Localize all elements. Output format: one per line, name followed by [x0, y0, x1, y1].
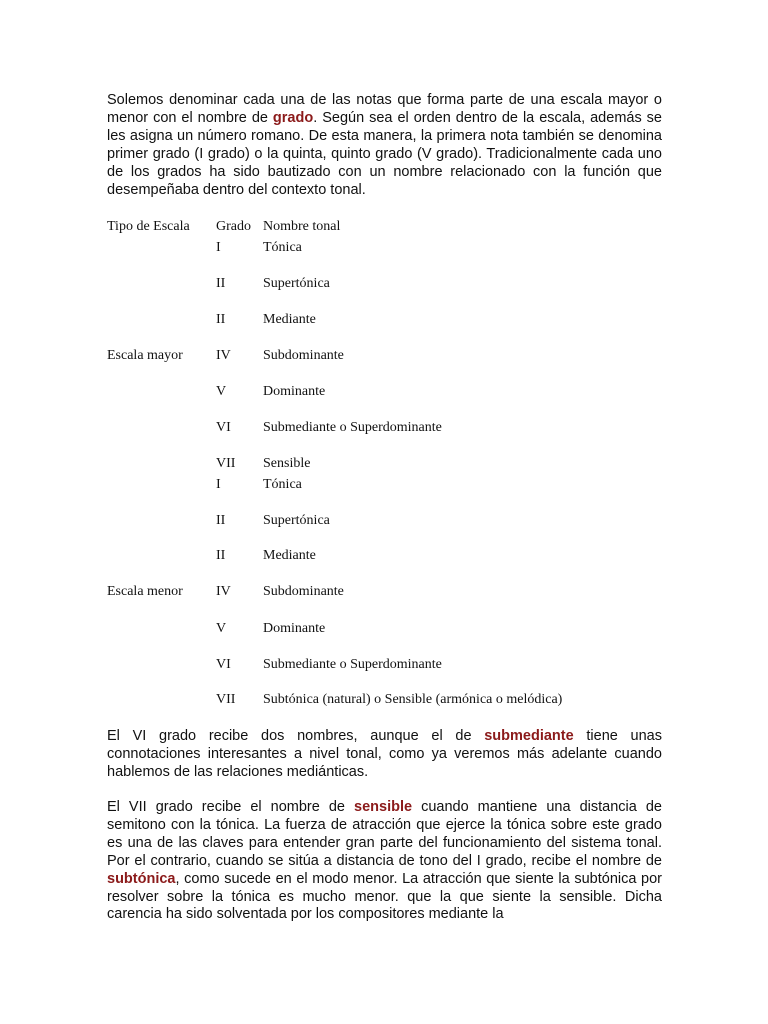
- mayor-row-nombre: Supertónica: [263, 276, 330, 291]
- menor-row-grado: II: [216, 548, 226, 563]
- menor-row-grado: II: [216, 513, 226, 528]
- menor-row-nombre: Subdominante: [263, 584, 344, 599]
- mayor-row-nombre: Sensible: [263, 456, 311, 471]
- menor-row-nombre: Mediante: [263, 548, 316, 563]
- mayor-row-grado: VI: [216, 420, 231, 435]
- mayor-row-grado: IV: [216, 348, 231, 363]
- mayor-row-grado: II: [216, 276, 226, 291]
- intro-text-start: Solemos denominar cada una de las notas que forma parte de una escala mayor o menor con el nombre de: [107, 92, 662, 126]
- mayor-row-grado: I: [216, 240, 221, 255]
- mayor-row-grado: VII: [216, 456, 236, 471]
- escala-mayor-label: Escala mayor: [107, 348, 183, 363]
- term-subtonica: subtónica: [107, 870, 176, 887]
- mayor-row-nombre: Tónica: [263, 240, 302, 255]
- menor-row-nombre: Dominante: [263, 621, 326, 636]
- term-sensible: sensible: [354, 799, 413, 815]
- menor-row-nombre: Tónica: [263, 477, 302, 492]
- vi-grado-paragraph: [107, 728, 662, 782]
- header-grado: Grado: [216, 219, 251, 234]
- vi-text-end: tiene unas connotaciones interesantes a nivel tonal, como ya veremos más adelante cuando hablemos de las relaciones mediánticas.: [107, 728, 662, 780]
- mayor-row-nombre: Dominante: [263, 384, 326, 399]
- header-tipo: Tipo de Escala: [107, 219, 190, 234]
- menor-row-nombre: Subtónica (natural) o Sensible (armónica o melódica): [263, 692, 563, 707]
- escala-menor-label: Escala menor: [107, 584, 183, 599]
- menor-row-grado: I: [216, 477, 221, 492]
- intro-text-end: . Según sea el orden dentro de la escala, además se les asigna un número romano. De esta manera, la primera nota también se denomina primer grado (I grado) o la quinta, quinto grado (V grado). Tradicionalmente cada uno de los grados ha sido bautizado con un nombre relacionado con la función que desempeñaba dentro del contexto tonal.: [107, 109, 662, 198]
- term-submediante: submediante: [484, 728, 574, 744]
- vi-text-start: El VI grado recibe dos nombres, aunque el de: [107, 728, 485, 744]
- menor-row-nombre: Submediante o Superdominante: [263, 657, 442, 672]
- menor-row-grado: VII: [216, 692, 236, 707]
- mayor-row-nombre: Subdominante: [263, 348, 344, 363]
- mayor-row-grado: V: [216, 384, 227, 399]
- menor-row-grado: IV: [216, 584, 231, 599]
- term-grado: grado: [272, 109, 314, 126]
- vii-text-end: , como sucede en el modo menor. La atracción que siente la subtónica por resolver sobre la tónica es mucho menor. que la que siente la sensible. Dicha carencia ha sido solventada por los compositores mediante la: [107, 870, 662, 923]
- mayor-row-nombre: Submediante o Superdominante: [263, 420, 442, 435]
- header-nombre: Nombre tonal: [263, 219, 341, 234]
- mayor-row-grado: II: [216, 312, 226, 327]
- vii-grado-paragraph: [107, 799, 662, 924]
- mayor-row-nombre: Mediante: [263, 312, 316, 327]
- vii-text-middle: cuando mantiene una distancia de semitono con la tónica. La fuerza de atracción que ejerce la tónica sobre este grado es una de las claves para entender gran parte del funcionamiento del sistema tonal. Por el contrario, cuando se sitúa a distancia de tono del I grado, recibe el nombre de: [107, 799, 662, 869]
- menor-row-grado: V: [216, 621, 227, 636]
- menor-row-grado: VI: [216, 657, 231, 672]
- menor-row-nombre: Supertónica: [263, 513, 330, 528]
- vii-text-start: El VII grado recibe el nombre de: [107, 799, 355, 815]
